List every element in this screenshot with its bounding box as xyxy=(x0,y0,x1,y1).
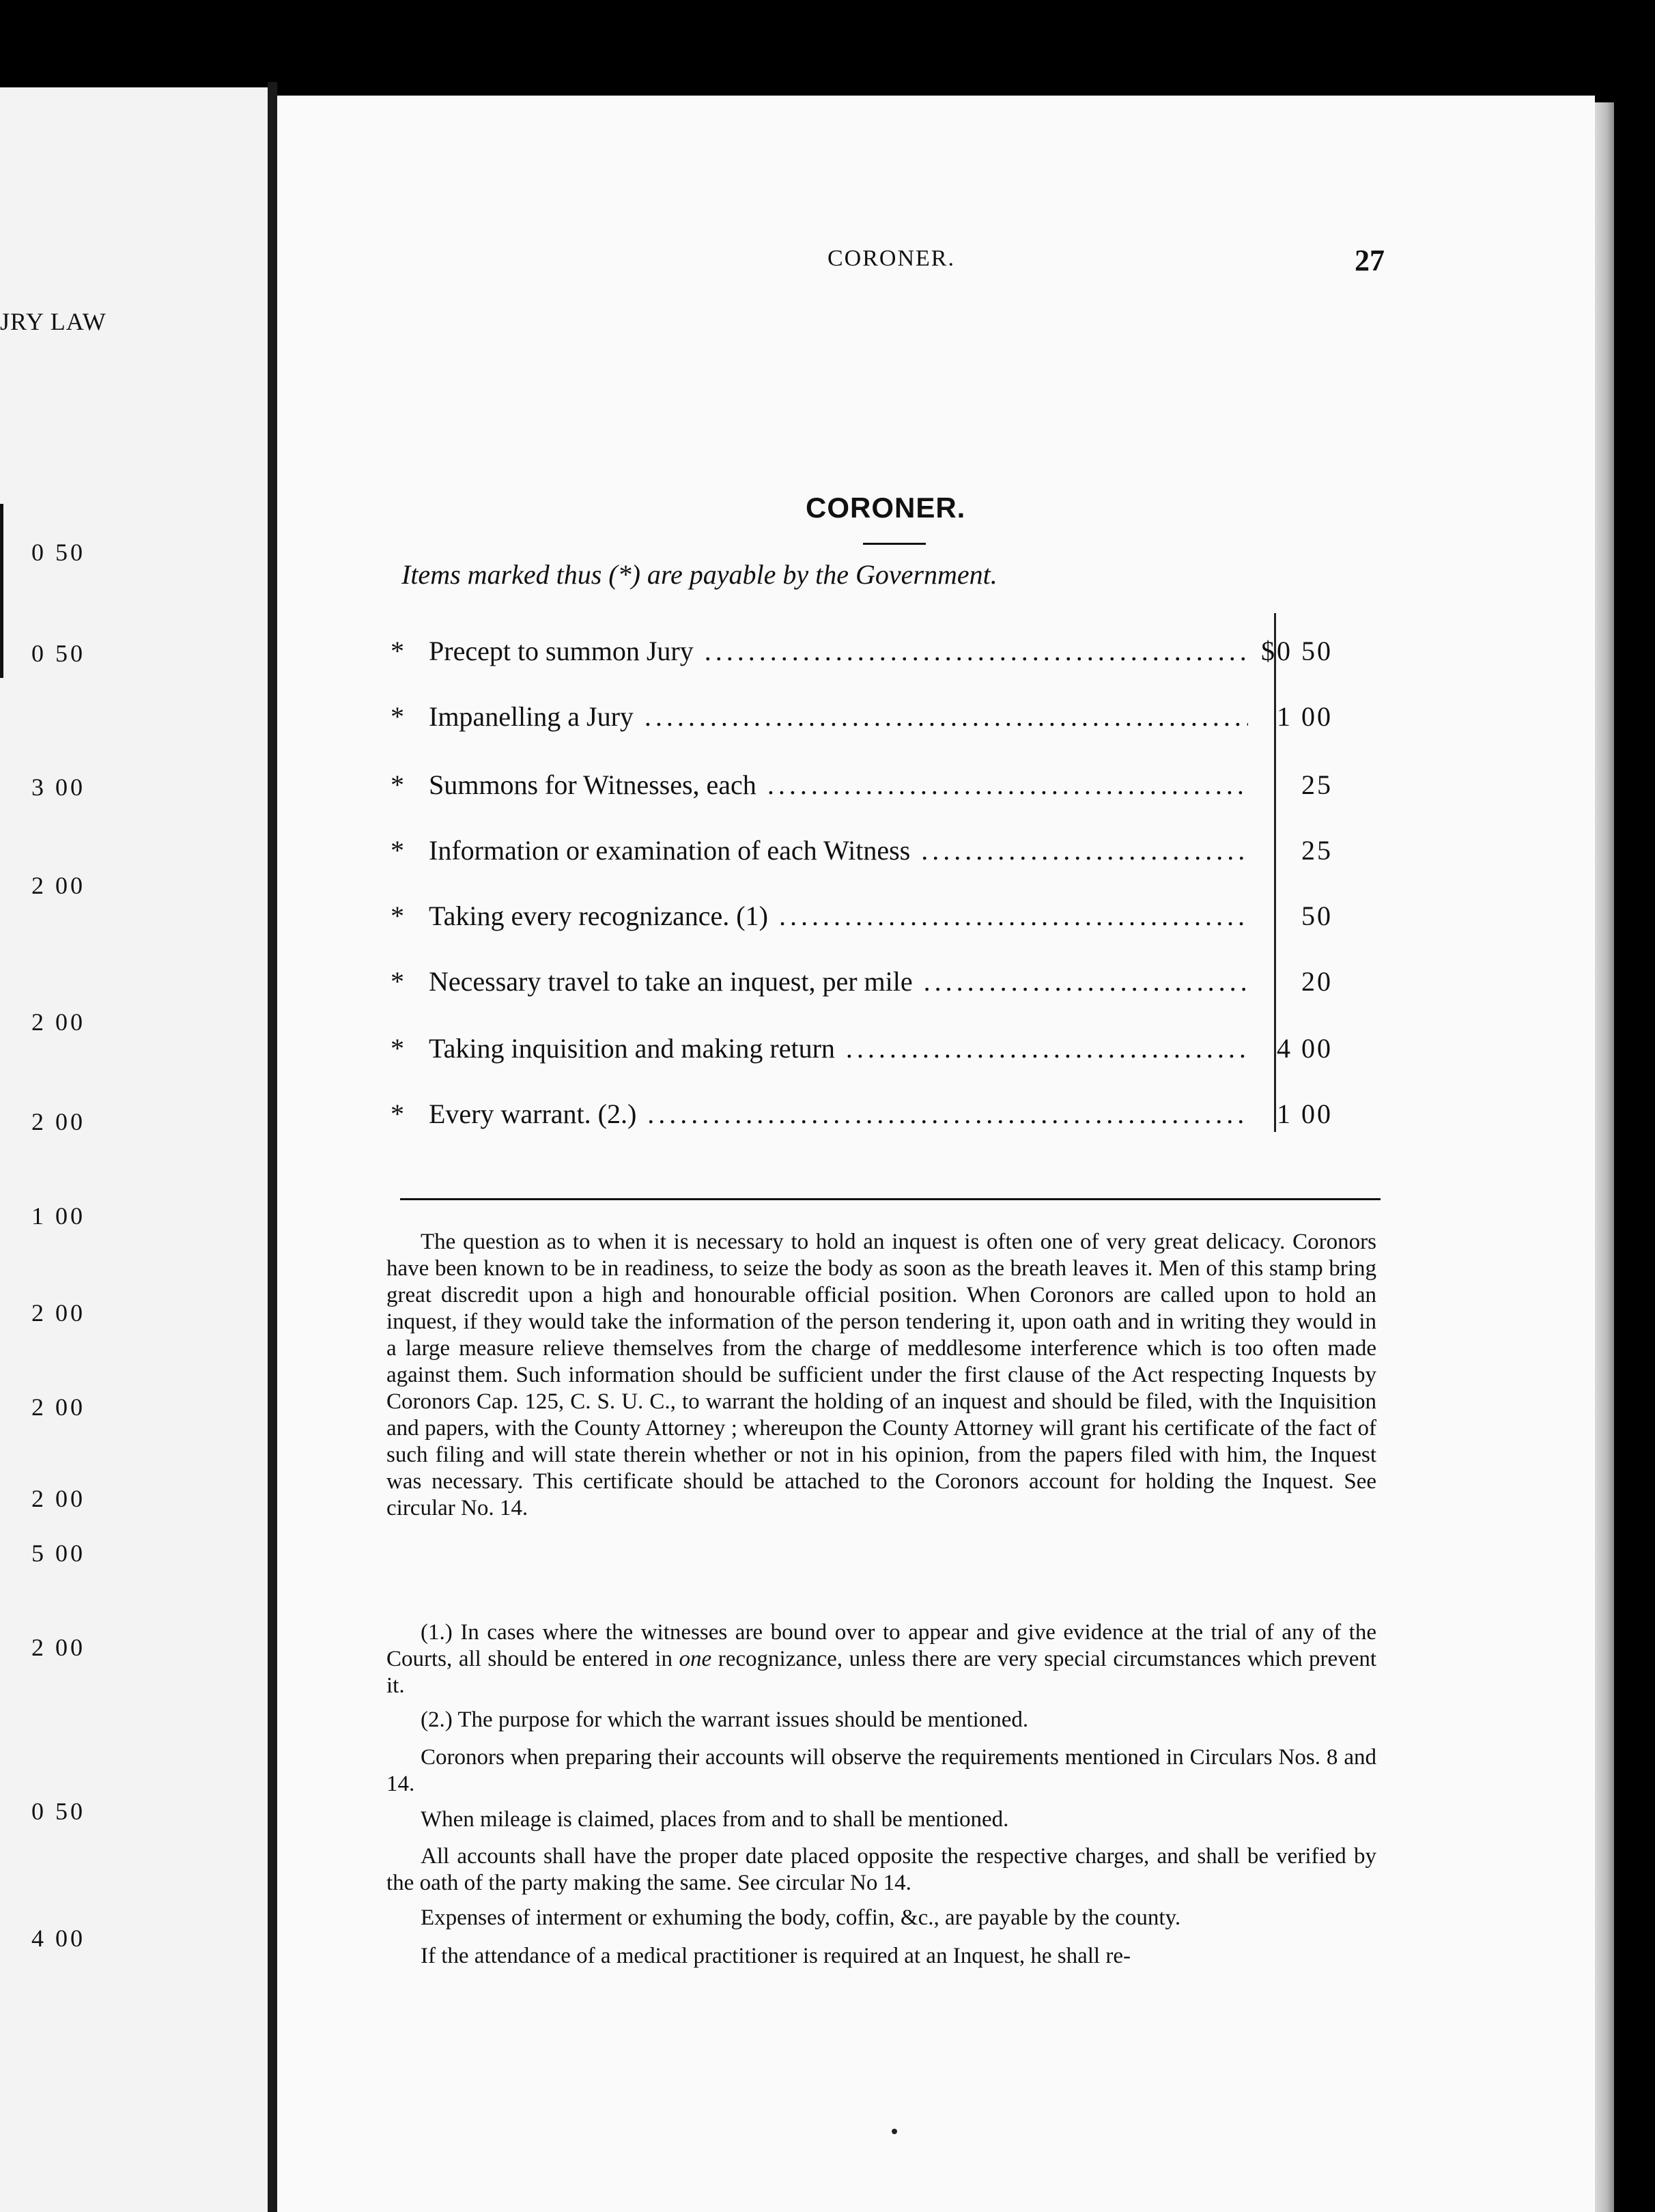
left-page-amount: 0 50 xyxy=(31,640,85,667)
fee-row xyxy=(391,769,1333,810)
paragraph-text: recognizance, unless there are very special circumstances which prevent it. xyxy=(386,1647,1377,1698)
fee-label: Impanelling a Jury ..... xyxy=(429,700,1248,733)
paragraph-text: Coronors when preparing their accounts will observe the requirements mentioned in Circulars Nos. 8 and 14. xyxy=(386,1745,1376,1796)
fee-row xyxy=(391,700,1333,741)
fee-amount: 20 xyxy=(1301,966,1333,997)
fee-amount: 50 xyxy=(1301,901,1333,931)
paragraph-medical xyxy=(386,1943,1376,1970)
paragraph-text: All accounts shall have the proper date placed opposite the respective charges, and shall be verified by the oath of the party making the same. See circular No 14. xyxy=(386,1844,1376,1895)
left-page-amount: 2 00 xyxy=(31,1108,85,1135)
left-page-amount: 2 00 xyxy=(31,872,85,899)
left-page-amount: 5 00 xyxy=(31,1540,85,1567)
fee-amount: $0 50 xyxy=(1261,636,1333,666)
left-page-amount: 2 00 xyxy=(31,1485,85,1512)
fee-amount: 25 xyxy=(1301,835,1333,866)
fee-row xyxy=(391,965,1333,1006)
paragraph-text: The question as to when it is necessary to hold an inquest is often one of very great delicacy. Coronors have been known to be in readiness, to seize the body as soon as the breath leaves it. Men of this stamp bring great discredit upon a high and honourable official position. When Coronors are called upon to hold an inquest, if they would take the information of the person tendering it, upon oath and in writing they would in a large measure relieve themselves from the charge of meddlesome interference which is too often made against them. Such information should be sufficient under the first clause of the Act respecting Inquests by Coronors Cap. 125, C. S. U. C., to warrant the holding of an inquest and should be filed, with the Inquisition and papers, with the County Attorney ; whereupon the County Attorney will grant his certificate of the fact of such filing and will state therein whether or not in his opinion, from the papers filed with him, the Inquest was necessary. This certificate should be attached to the Coronors account for holding the Inquest. See circular No. 14. xyxy=(386,1230,1376,1520)
paragraph-text: Expenses of interment or exhuming the body, coffin, &c., are payable by the county. xyxy=(421,1905,1181,1930)
fee-label: Summons for Witnesses, each ..... xyxy=(429,769,1248,801)
left-page xyxy=(0,87,268,2212)
running-head: CORONER. xyxy=(828,246,955,271)
fee-row xyxy=(391,900,1333,941)
paragraph-note-2 xyxy=(386,1707,1376,1733)
left-page-amount: 2 00 xyxy=(31,1008,85,1036)
paragraph-text: (1.) In cases where the witnesses are bound over to appear and give evidence at the trial of any of the Courts, all should be entered in xyxy=(386,1620,1376,1671)
paragraph-note-1 xyxy=(386,1619,1376,1699)
asterisk-mark: * xyxy=(391,835,404,866)
asterisk-mark: * xyxy=(391,769,404,800)
fee-label: Precept to summon Jury ..... xyxy=(429,635,1248,667)
paragraph-text: If the attendance of a medical practitioner is required at an Inquest, he shall re- xyxy=(421,1944,1131,1968)
fee-amount: 25 xyxy=(1301,769,1333,800)
left-page-amount: 2 00 xyxy=(31,1299,85,1327)
left-page-running-head: JRY LAW xyxy=(0,308,107,335)
book-gutter xyxy=(268,82,277,2212)
left-page-amount: 2 00 xyxy=(31,1393,85,1421)
page-number: 27 xyxy=(1355,244,1385,277)
fee-label: Taking inquisition and making return ..... xyxy=(429,1032,1248,1064)
asterisk-mark: * xyxy=(391,966,404,997)
asterisk-mark: * xyxy=(391,701,404,732)
left-page-amount: 3 00 xyxy=(31,774,85,801)
fee-amount: 1 00 xyxy=(1277,701,1333,732)
paragraph-mileage xyxy=(386,1806,1376,1833)
fee-amount: 1 00 xyxy=(1277,1098,1333,1129)
fee-row xyxy=(391,1098,1333,1139)
asterisk-mark: * xyxy=(391,1098,404,1129)
fee-label: Every warrant. (2.) ..... xyxy=(429,1098,1248,1130)
payable-note: Items marked thus (*) are payable by the Government. xyxy=(401,559,998,590)
fee-row xyxy=(391,834,1333,875)
paragraph-text: When mileage is claimed, places from and to shall be mentioned. xyxy=(421,1807,1009,1832)
paragraph-emphasis: one xyxy=(679,1647,712,1671)
left-page-amount: 2 00 xyxy=(31,1634,85,1661)
page-title: CORONER. xyxy=(806,492,966,524)
paragraph-interment xyxy=(386,1905,1376,1931)
fee-row xyxy=(391,1032,1333,1073)
fee-amount: 4 00 xyxy=(1277,1033,1333,1064)
paragraph-text: (2.) The purpose for which the warrant issues should be mentioned. xyxy=(421,1707,1029,1732)
fee-row xyxy=(391,635,1333,676)
fee-label: Information or examination of each Witness ..... xyxy=(429,834,1248,866)
asterisk-mark: * xyxy=(391,636,404,666)
ink-speck xyxy=(892,2129,897,2134)
left-page-amount: 4 00 xyxy=(31,1925,85,1952)
title-rule xyxy=(863,543,926,545)
left-page-rule xyxy=(0,504,3,678)
paragraph-verification xyxy=(386,1843,1376,1897)
asterisk-mark: * xyxy=(391,1033,404,1064)
paragraph-inquest-delicacy xyxy=(386,1229,1376,1522)
fee-label: Necessary travel to take an inquest, per mile ..... xyxy=(429,965,1248,997)
asterisk-mark: * xyxy=(391,901,404,931)
fee-label: Taking every recognizance. (1) ..... xyxy=(429,900,1248,932)
left-page-amount: 0 50 xyxy=(31,539,85,566)
section-divider xyxy=(400,1198,1381,1200)
page-edge xyxy=(1595,102,1614,2212)
left-page-amount: 1 00 xyxy=(31,1202,85,1230)
paragraph-accounts xyxy=(386,1744,1376,1798)
left-page-amount: 0 50 xyxy=(31,1798,85,1825)
